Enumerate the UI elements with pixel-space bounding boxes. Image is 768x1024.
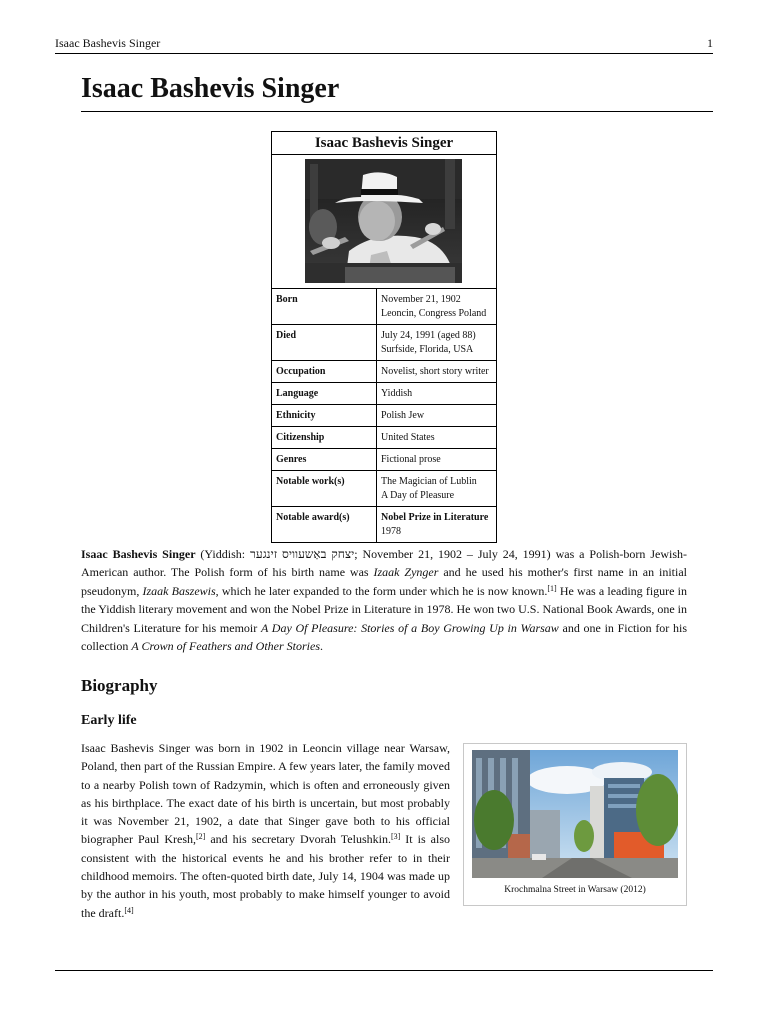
yiddish-name: יצחק באַשעוויס זינגער xyxy=(250,547,355,561)
infobox-label: Notable work(s) xyxy=(272,471,377,507)
running-title: Isaac Bashevis Singer xyxy=(55,36,161,50)
infobox-row xyxy=(272,289,496,325)
text-run: and he used his mother's first name in an initial pseudonym, xyxy=(81,565,687,598)
infobox-label: Ethnicity xyxy=(272,405,377,427)
text-run: . xyxy=(320,639,323,654)
infobox-value xyxy=(377,289,497,325)
infobox-value-line: July 24, 1991 (aged 88) xyxy=(381,330,476,341)
infobox-value xyxy=(377,405,497,427)
infobox-label: Genres xyxy=(272,449,377,471)
infobox-value-line: 1978 xyxy=(381,526,401,537)
citation-link[interactable]: [1] xyxy=(547,583,557,593)
text-run: It is also consistent with the historical events he and his brother refer to in their childhood memoirs. The often-quoted birth date, July 14, 1904 was made up by the author in his youth, most probably to make himself younger to avoid the draft. xyxy=(81,832,450,920)
infobox-value-line: A Day of Pleasure xyxy=(381,490,455,501)
infobox-row xyxy=(272,471,496,507)
infobox-row xyxy=(272,383,496,405)
infobox-label: Citizenship xyxy=(272,427,377,449)
infobox-value xyxy=(377,325,497,361)
infobox-row xyxy=(272,427,496,449)
header-rule xyxy=(55,53,713,54)
text-run: He was a leading figure in the Yiddish literary movement and won the Nobel Prize in Literature in 1978. He won two U.S. National Book Awards, one in Children's Literature for his memoir xyxy=(81,583,688,635)
infobox-table xyxy=(272,289,496,542)
title-rule xyxy=(81,111,713,112)
infobox-value-line: Nobel Prize in Literature xyxy=(381,512,489,523)
polish-name: Izaak Zynger xyxy=(373,565,439,580)
infobox-value xyxy=(377,361,497,383)
street-figure xyxy=(463,743,687,906)
infobox-value-line: Novelist, short story writer xyxy=(381,366,489,377)
infobox xyxy=(271,131,497,543)
page-title: Isaac Bashevis Singer xyxy=(81,73,340,104)
infobox-row xyxy=(272,449,496,471)
infobox-value xyxy=(377,471,497,507)
text-run: (Yiddish: xyxy=(195,547,251,561)
infobox-row xyxy=(272,405,496,427)
text-run: ; November 21, 1902 – July 24, 1991) was a Polish-born Jewish-American author. The Polish form of his birth name was xyxy=(81,547,688,580)
infobox-title: Isaac Bashevis Singer xyxy=(272,132,496,155)
infobox-row xyxy=(272,325,496,361)
infobox-value-line: The Magician of Lublin xyxy=(381,476,477,487)
infobox-label: Notable award(s) xyxy=(272,507,377,543)
infobox-value-line: United States xyxy=(381,432,435,443)
infobox-label: Died xyxy=(272,325,377,361)
portrait-photo xyxy=(272,155,496,289)
early-life-heading: Early life xyxy=(81,713,137,728)
text-run: and one in Fiction for his collection xyxy=(81,620,688,654)
intro-paragraph xyxy=(81,545,687,655)
infobox-row xyxy=(272,507,496,543)
memoir-title: A Day Of Pleasure: Stories of a Boy Growing Up in Warsaw xyxy=(260,620,559,635)
street-photo xyxy=(472,750,678,878)
infobox-value xyxy=(377,507,497,543)
pseudonym: Izaak Baszewis xyxy=(142,583,216,598)
footer-rule xyxy=(55,970,713,971)
citation-link[interactable]: [3] xyxy=(390,832,401,842)
portrait-image xyxy=(305,159,462,283)
infobox-value-line: Polish Jew xyxy=(381,410,425,421)
text-run: Isaac Bashevis Singer was born in 1902 in Leoncin village near Warsaw, Poland, then part of the Russian Empire. A few years later, the family moved to a nearby Polish town of Radzymin, which is often and erroneously given as his birthplace. The exact date of his birth is uncertain, but most probably it was November 21, 1902, a date that Singer gave both to his official biographer Paul Kresh, xyxy=(81,741,450,847)
collection-title: A Crown of Feathers and Other Stories xyxy=(131,639,320,654)
infobox-label: Born xyxy=(272,289,377,325)
page-number: 1 xyxy=(707,36,713,50)
citation-link[interactable]: [4] xyxy=(124,905,134,915)
infobox-row xyxy=(272,361,496,383)
early-life-paragraph xyxy=(81,739,450,922)
infobox-value xyxy=(377,427,497,449)
infobox-value-line: Fictional prose xyxy=(381,454,441,465)
infobox-value-line: Surfside, Florida, USA xyxy=(381,344,474,355)
subject-name: Isaac Bashevis Singer xyxy=(81,547,196,561)
infobox-label: Occupation xyxy=(272,361,377,383)
infobox-label: Language xyxy=(272,383,377,405)
text-run: and his secretary Dvorah Telushkin. xyxy=(205,832,391,847)
figure-caption: Krochmalna Street in Warsaw (2012) xyxy=(504,885,646,895)
citation-link[interactable]: [2] xyxy=(196,832,206,842)
biography-heading: Biography xyxy=(81,676,158,695)
infobox-value-line: Leoncin, Congress Poland xyxy=(381,308,487,319)
infobox-value xyxy=(377,449,497,471)
infobox-value xyxy=(377,383,497,405)
infobox-value-line: Yiddish xyxy=(381,388,413,399)
running-header xyxy=(55,36,713,52)
text-run: , which he later expanded to the form under which he is now known. xyxy=(215,583,548,598)
infobox-value-line: November 21, 1902 xyxy=(381,294,461,305)
